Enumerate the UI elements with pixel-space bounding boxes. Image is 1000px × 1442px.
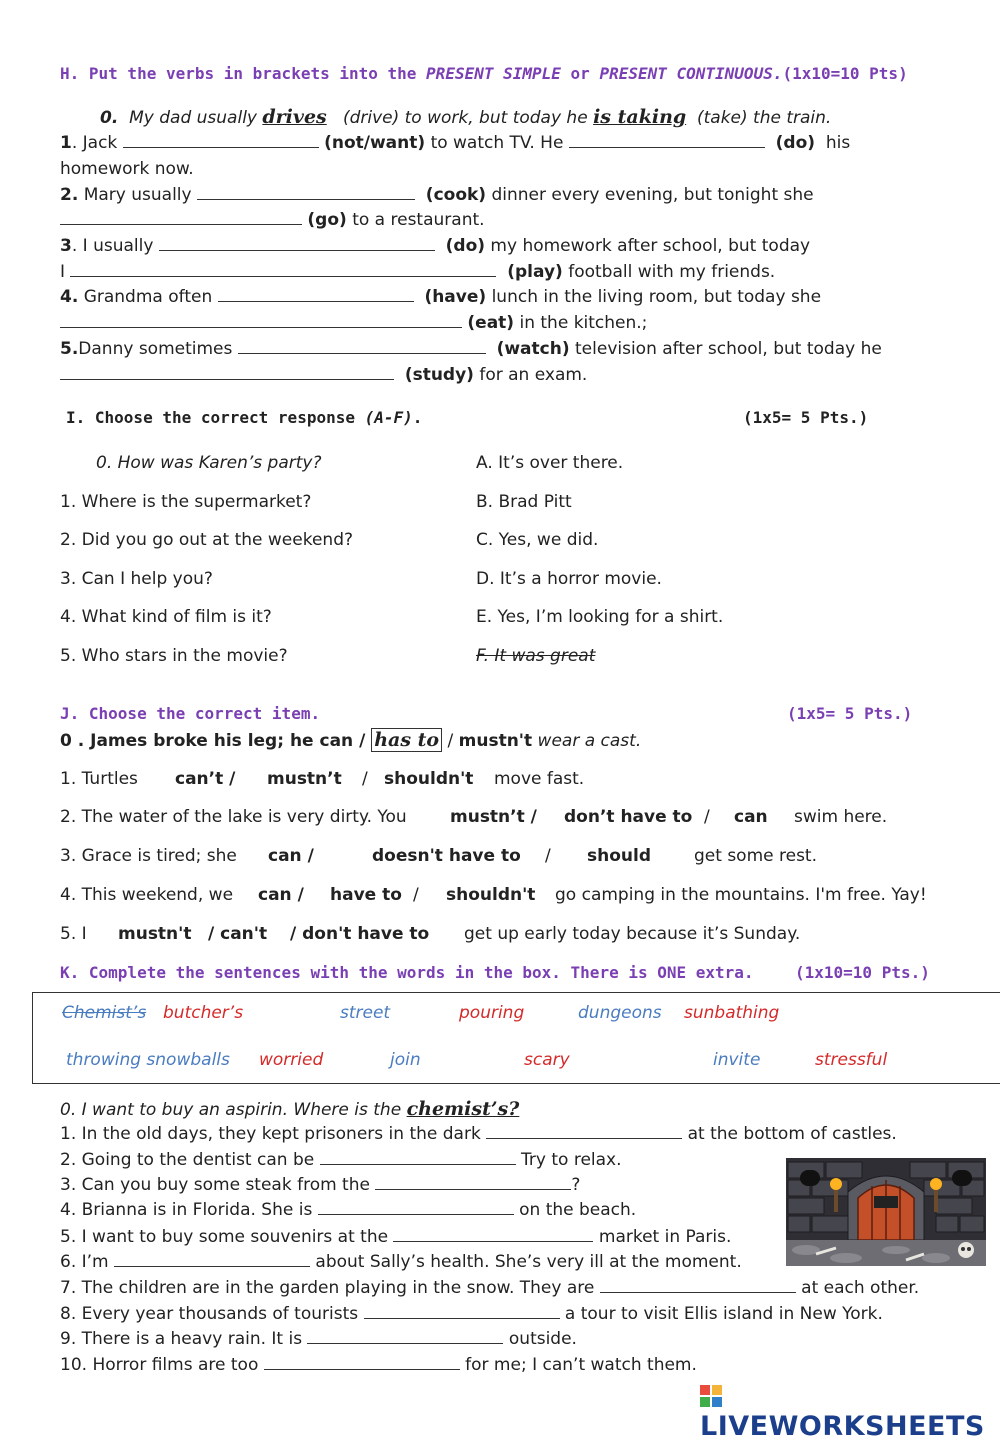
i-answer-d[interactable]: D. It’s a horror movie. — [476, 569, 662, 589]
j-item-5-pre: 5. I — [60, 924, 87, 944]
h-question-4: 4. Grandma often (have) lunch in the living room, but today she — [60, 287, 822, 307]
word-throwing-snowballs[interactable]: throwing snowballs — [66, 1050, 230, 1070]
h4-blank-1[interactable] — [218, 287, 414, 302]
k-item-5: 5. I want to buy some souvenirs at the market in Paris. — [60, 1227, 732, 1247]
j-example-answer: has to — [371, 728, 442, 752]
k1-blank[interactable] — [486, 1124, 682, 1139]
j-item-5-option-3[interactable]: / don't have to — [290, 924, 430, 944]
k5-blank[interactable] — [393, 1227, 593, 1242]
h-question-2-cont: (go) to a restaurant. — [60, 210, 485, 230]
k-item-6: 6. I’m about Sally’s health. She’s very ill at the moment. — [60, 1252, 742, 1272]
j-item-4-option-1[interactable]: can / — [258, 885, 304, 905]
j-item-1-post: move fast. — [494, 769, 585, 789]
k2-blank[interactable] — [320, 1150, 516, 1165]
h-question-5-cont: (study) for an exam. — [60, 365, 587, 385]
k-item-4: 4. Brianna is in Florida. She is on the beach. — [60, 1200, 637, 1220]
j-item-3-pre: 3. Grace is tired; she — [60, 846, 237, 866]
h3-blank-1[interactable] — [159, 236, 435, 251]
h1-blank-2[interactable] — [569, 133, 765, 148]
k-item-7: 7. The children are in the garden playing in the snow. They are at each other. — [60, 1278, 920, 1298]
j-item-1-pre: 1. Turtles — [60, 769, 138, 789]
j-item-2-sep: / — [704, 807, 710, 827]
i-question-4: 4. What kind of film is it? — [60, 607, 272, 627]
j-item-4-sep: / — [413, 885, 419, 905]
i-question-1: 1. Where is the supermarket? — [60, 492, 312, 512]
k-item-10: 10. Horror films are too for me; I can’t watch them. — [60, 1355, 697, 1375]
k9-blank[interactable] — [307, 1329, 503, 1344]
section-k-points: (1x10=10 Pts.) — [795, 963, 930, 982]
section-h-example: 0. My dad usually drives (drive) to work, but today he is taking (take) the train. — [100, 106, 832, 128]
i-question-5: 5. Who stars in the movie? — [60, 646, 288, 666]
j-item-1-sep: / — [362, 769, 368, 789]
k-item-3: 3. Can you buy some steak from the ? — [60, 1175, 581, 1195]
h-question-2: 2. Mary usually (cook) dinner every evening, but tonight she — [60, 185, 814, 205]
j-item-4-pre: 4. This weekend, we — [60, 885, 234, 905]
k8-blank[interactable] — [364, 1304, 560, 1319]
j-item-1-option-2[interactable]: mustn’t — [267, 769, 342, 789]
section-j-title: J. Choose the correct item. — [60, 704, 321, 723]
j-item-5-post: get up early today because it’s Sunday. — [464, 924, 801, 944]
j-item-5-option-2[interactable]: / can't — [208, 924, 268, 944]
section-i-title: I. Choose the correct response (A-F). — [66, 408, 423, 427]
j-item-4-option-3[interactable]: shouldn't — [446, 885, 536, 905]
j-item-5-option-1[interactable]: mustn't — [118, 924, 192, 944]
h-question-1-cont: homework now. — [60, 159, 194, 179]
word-invite[interactable]: invite — [713, 1050, 761, 1070]
j-item-3-option-3[interactable]: should — [587, 846, 651, 866]
section-j-points: (1x5= 5 Pts.) — [787, 704, 913, 723]
j-item-2-post: swim here. — [794, 807, 888, 827]
k-item-8: 8. Every year thousands of tourists a tour to visit Ellis island in New York. — [60, 1304, 883, 1324]
word-worried[interactable]: worried — [259, 1050, 324, 1070]
word-dungeons[interactable]: dungeons — [578, 1003, 662, 1023]
word-scary[interactable]: scary — [524, 1050, 570, 1070]
k-example-answer: chemist’s? — [406, 1098, 520, 1120]
h1-blank-1[interactable] — [123, 133, 319, 148]
j-item-3-post: get some rest. — [694, 846, 818, 866]
k-item-2: 2. Going to the dentist can be Try to relax. — [60, 1150, 622, 1170]
k-item-9: 9. There is a heavy rain. It is outside. — [60, 1329, 577, 1349]
i-answer-c[interactable]: C. Yes, we did. — [476, 530, 599, 550]
section-h-title: H. Put the verbs in brackets into the PRESENT SIMPLE or PRESENT CONTINUOUS.(1x10=10 Pts) — [60, 64, 908, 83]
j-item-1-option-1[interactable]: can’t / — [175, 769, 236, 789]
word-pouring[interactable]: pouring — [459, 1003, 525, 1023]
h-question-3: 3. I usually (do) my homework after school, but today — [60, 236, 811, 256]
j-item-2-option-1[interactable]: mustn’t / — [450, 807, 537, 827]
j-item-3-option-2[interactable]: doesn't have to — [372, 846, 521, 866]
h-question-4-cont: (eat) in the kitchen.; — [60, 313, 647, 333]
k4-blank[interactable] — [318, 1200, 514, 1215]
k-item-1: 1. In the old days, they kept prisoners in the dark at the bottom of castles. — [60, 1124, 897, 1144]
example-answer-1: drives — [262, 106, 327, 128]
h-question-3-cont: I (play) football with my friends. — [60, 262, 776, 282]
i-answer-e[interactable]: E. Yes, I’m looking for a shirt. — [476, 607, 724, 627]
j-item-3-sep: / — [545, 846, 551, 866]
word-stressful[interactable]: stressful — [815, 1050, 888, 1070]
h-question-5: 5.Danny sometimes (watch) television after school, but today he — [60, 339, 882, 359]
k6-blank[interactable] — [114, 1252, 310, 1267]
j-item-4-option-2[interactable]: have to — [330, 885, 402, 905]
h-question-1: 1. Jack (not/want) to watch TV. He (do) his — [60, 133, 851, 153]
section-k-title: K. Complete the sentences with the words in the box. There is ONE extra. — [60, 963, 754, 982]
k7-blank[interactable] — [600, 1278, 796, 1293]
section-i-points: (1x5= 5 Pts.) — [743, 408, 869, 427]
j-item-3-option-1[interactable]: can / — [268, 846, 314, 866]
word-join[interactable]: join — [390, 1050, 421, 1070]
h3-blank-2[interactable] — [70, 262, 496, 277]
h4-blank-2[interactable] — [60, 313, 462, 328]
logo-icon — [700, 1383, 722, 1405]
j-example: 0 . James broke his leg; he can / has to / mustn't wear a cast. — [60, 729, 642, 751]
k-example: 0. I want to buy an aspirin. Where is the chemist’s? — [60, 1098, 520, 1120]
liveworksheets-logo: LIVEWORKSHEETS — [700, 1380, 1000, 1442]
h5-blank-2[interactable] — [60, 365, 394, 380]
j-item-1-option-3[interactable]: shouldn't — [384, 769, 474, 789]
j-item-4-post: go camping in the mountains. I'm free. Yay! — [555, 885, 927, 905]
j-item-2-option-3[interactable]: can — [734, 807, 768, 827]
i-question-0: 0. How was Karen’s party? — [96, 453, 322, 473]
i-answer-f: F. It was great — [476, 646, 596, 666]
i-question-3: 3. Can I help you? — [60, 569, 213, 589]
j-item-2-option-2[interactable]: don’t have to — [564, 807, 693, 827]
word-chemists: Chemist’s — [62, 1003, 147, 1023]
h5-blank-1[interactable] — [238, 339, 486, 354]
i-question-2: 2. Did you go out at the weekend? — [60, 530, 354, 550]
k10-blank[interactable] — [264, 1355, 460, 1370]
word-street[interactable]: street — [340, 1003, 391, 1023]
i-answer-b[interactable]: B. Brad Pitt — [476, 492, 572, 512]
dungeon-image — [786, 1158, 986, 1266]
h2-blank-1[interactable] — [197, 185, 415, 200]
j-item-2-pre: 2. The water of the lake is very dirty. You — [60, 807, 407, 827]
h2-blank-2[interactable] — [60, 210, 302, 225]
i-answer-a[interactable]: A. It’s over there. — [476, 453, 624, 473]
example-answer-2: is taking — [593, 106, 687, 128]
k3-blank[interactable] — [375, 1175, 571, 1190]
word-sunbathing[interactable]: sunbathing — [684, 1003, 780, 1023]
word-butchers[interactable]: butcher’s — [163, 1003, 244, 1023]
